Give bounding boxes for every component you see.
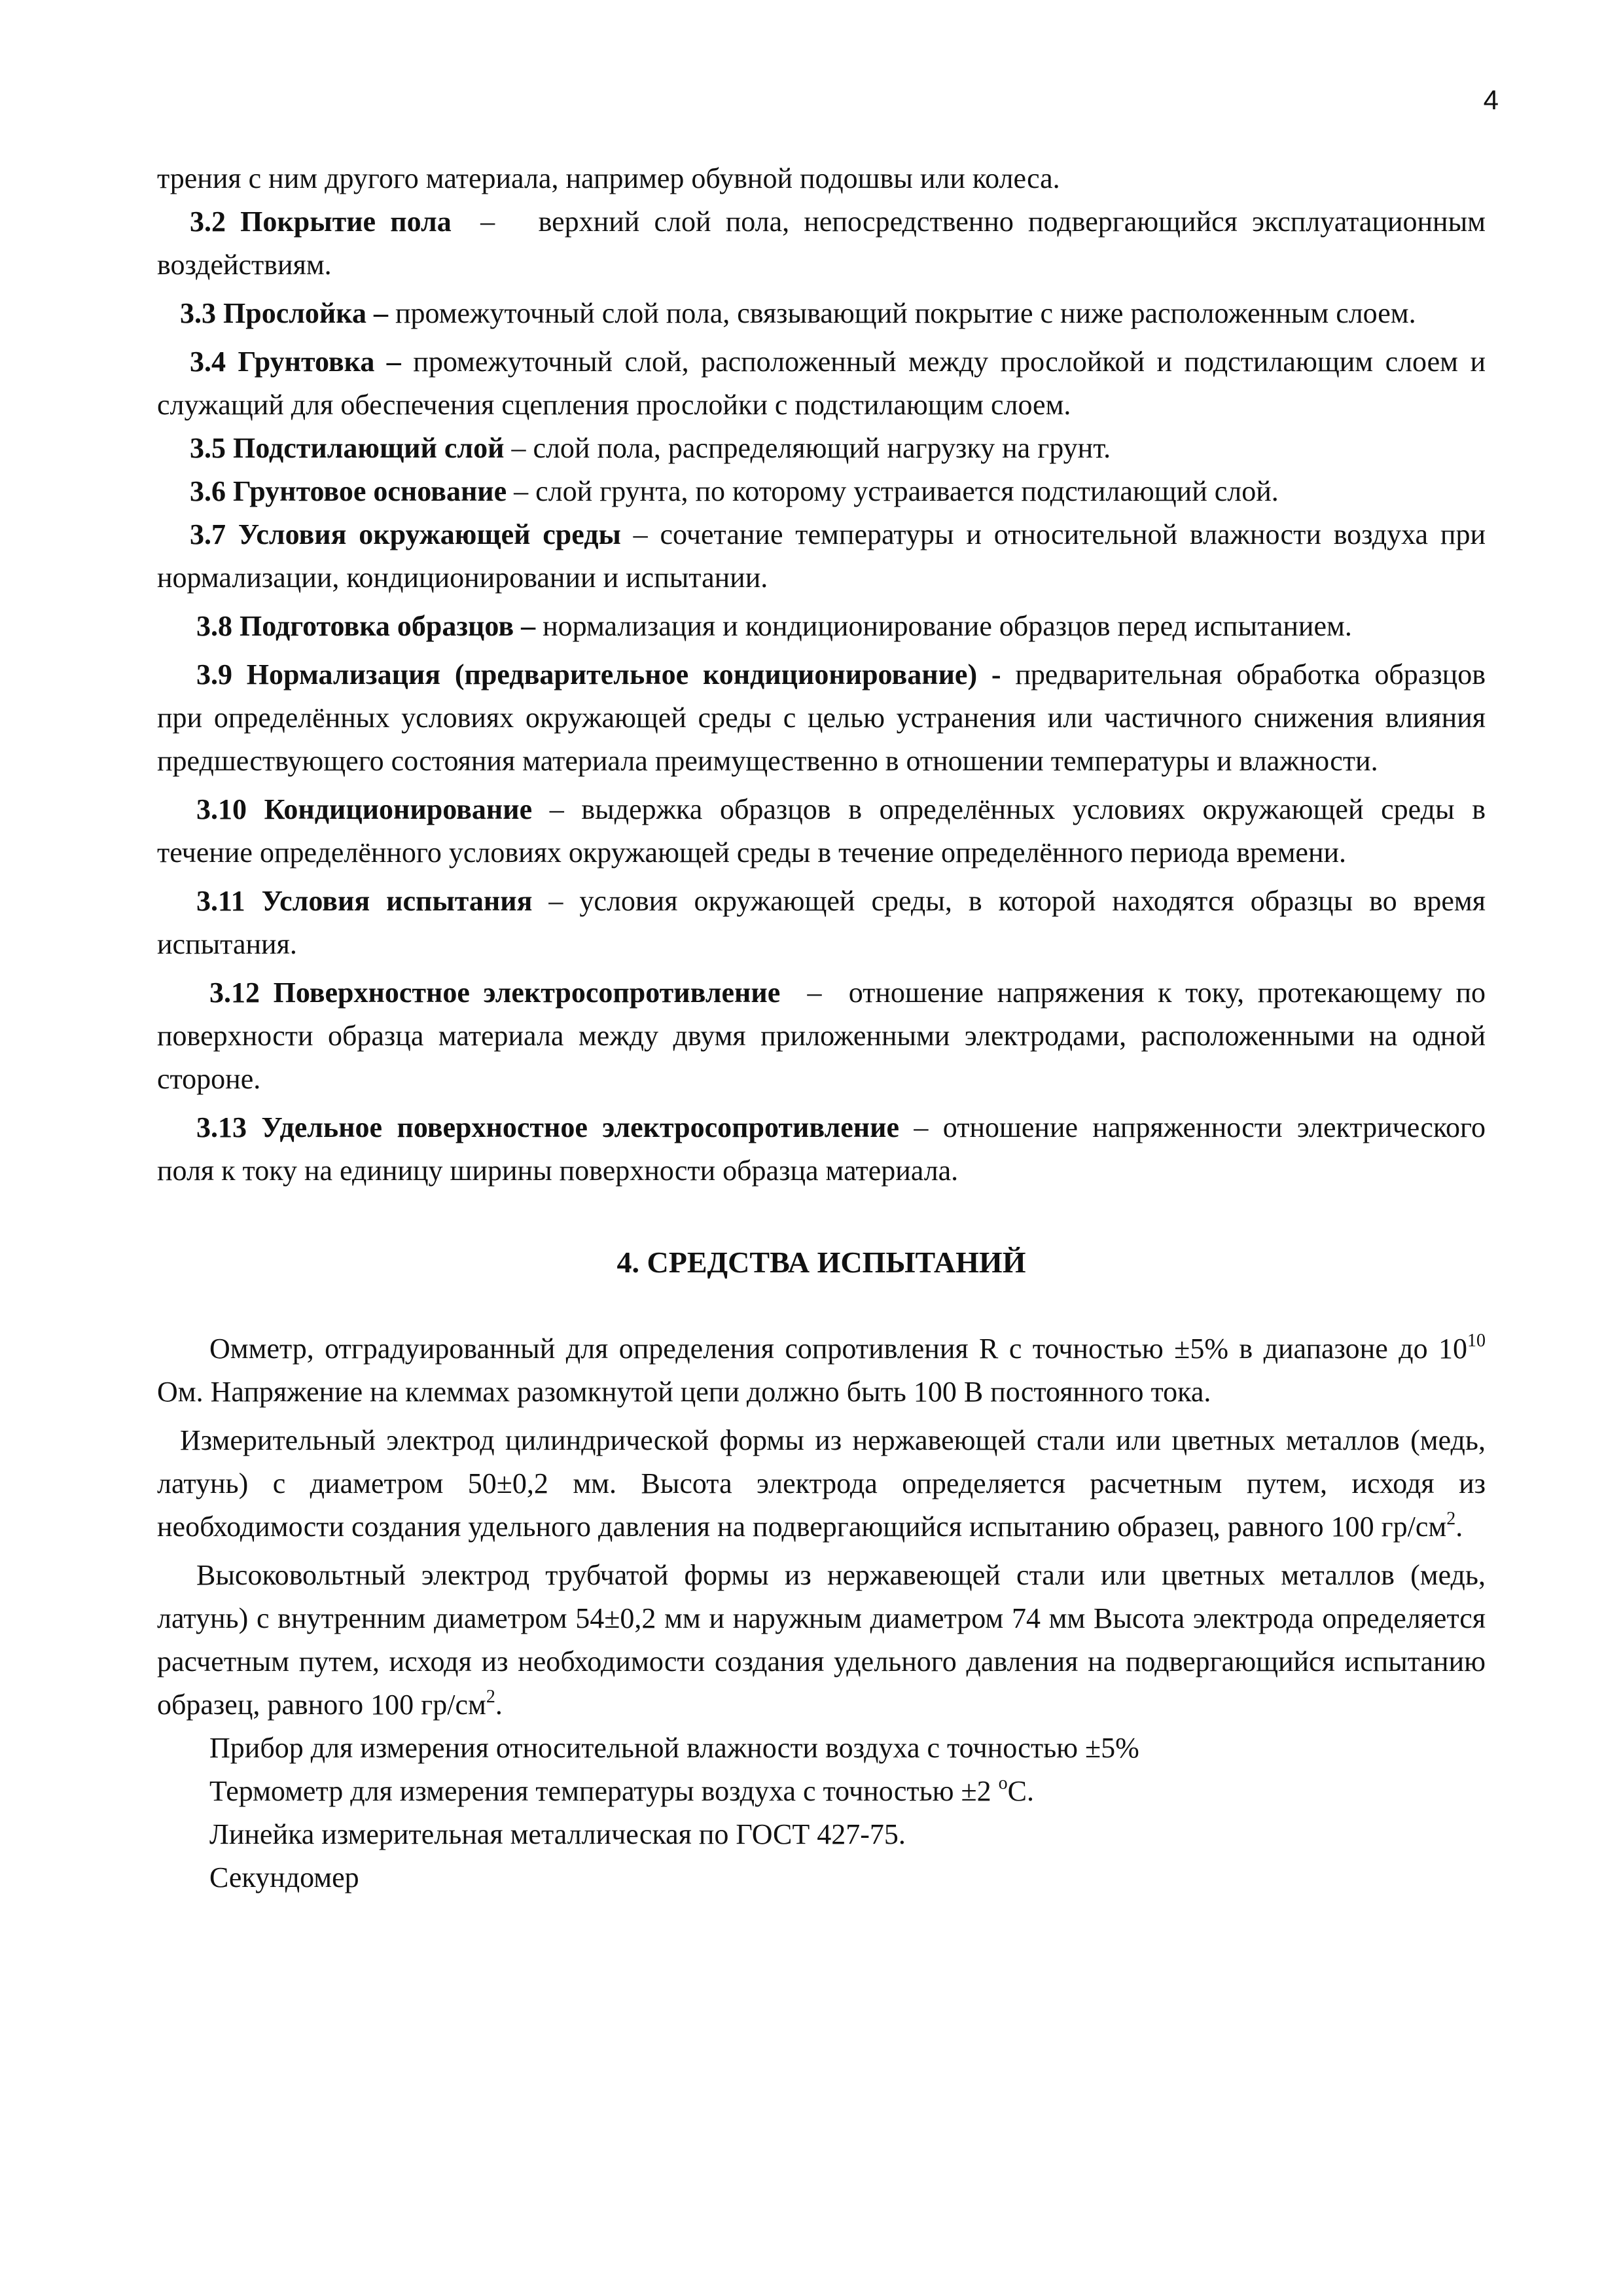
page-number: 4: [1483, 84, 1499, 115]
definition-term: 3.3 Прослойка –: [180, 297, 388, 329]
definition-text: отношение напряженности электрического поля к току на единицу ширины поверхности образца материала.: [157, 1111, 1486, 1187]
definition-term: 3.10 Кондиционирование: [196, 793, 533, 825]
definition-text: сочетание температуры и относительной влажности воздуха при нормализации, кондиционировании и испытании.: [157, 518, 1486, 594]
definition-text: нормализация и кондиционирование образцов перед испытанием.: [543, 610, 1352, 642]
definition-3-2: 3.2 Покрытие пола – верхний слой пола, непосредственно подвергающийся эксплуатационным воздействиям.: [157, 206, 1486, 281]
definition-text: условия окружающей среды, в которой находятся образцы во время испытания.: [157, 885, 1486, 960]
definition-term: 3.13 Удельное поверхностное электросопротивление: [196, 1111, 900, 1143]
intro-line: трения с ним другого материала, например обувной подошвы или колеса.: [157, 162, 1060, 194]
ruler-line: Линейка измерительная металлическая по ГОСТ 427-75.: [209, 1818, 906, 1850]
measuring-electrode-paragraph: Измерительный электрод цилиндрической формы из нержавеющей стали или цветных металлов (медь, латунь) с диаметром 50±0,2 мм. Высота электрода определяется расчетным путем, исходя из необходимости создания удельного давления на подвергающийся испытанию образец, равного 100 $гр/см^2$.: [157, 1424, 1486, 1543]
definition-text: слой грунта, по которому устраивается подстилающий слой.: [535, 475, 1279, 507]
definition-3-4: [157, 340, 1486, 427]
definition-text: слой пола, распределяющий нагрузку на грунт.: [533, 432, 1111, 464]
thermometer-line: Термометр для измерения температуры воздуха с точностью ±2 $^o$С.: [209, 1773, 1035, 1807]
definition-term: 3.11 Условия испытания: [196, 885, 533, 917]
definition-3-13: 3.13 Удельное поверхностное электросопротивление – отношение напряженности электрического поля к току на единицу ширины поверхности образца материала.: [157, 1111, 1486, 1187]
definition-3-11: 3.11 Условия испытания – условия окружающей среды, в которой находятся образцы во время испытания.: [157, 885, 1486, 960]
definition-term: 3.4 Грунтовка –: [190, 346, 401, 378]
definition-text: отношение напряжения к току, протекающему по поверхности образца материала между двумя приложенными электродами, расположенными на одной стороне.: [157, 977, 1486, 1095]
section-heading: 4. СРЕДСТВА ИСПЫТАНИЙ: [616, 1246, 1026, 1279]
definition-text: промежуточный слой пола, связывающий покрытие с ниже расположенным слоем.: [395, 297, 1416, 329]
definition-3-9: [157, 653, 1486, 783]
definition-text: верхний слой пола, непосредственно подвергающийся эксплуатационным воздействиям.: [157, 206, 1486, 281]
definition-text: промежуточный слой, расположенный между прослойкой и подстилающим слоем и служащий для обеспечения сцепления прослойки с подстилающим слоем.: [157, 346, 1486, 421]
definition-3-10: 3.10 Кондиционирование – выдержка образцов в определённых условиях окружающей среды в течение определённого условиях окружающей среды в течение определённого периода времени.: [157, 793, 1486, 869]
definition-term: 3.6 Грунтовое основание: [190, 475, 507, 507]
definition-text: предварительная обработка образцов при определённых условиях окружающей среды с целью устранения или частичного снижения влияния предшествующего состояния материала преимущественно в отношении температуры и влажности.: [157, 658, 1486, 777]
definition-term: 3.2 Покрытие пола: [190, 206, 452, 238]
definition-term: 3.8 Подготовка образцов –: [196, 610, 536, 642]
definition-3-7: 3.7 Условия окружающей среды – сочетание температуры и относительной влажности воздуха при нормализации, кондиционировании и испытании.: [157, 518, 1486, 594]
definition-3-6: 3.6 Грунтовое основание – слой грунта, по которому устраивается подстилающий слой.: [190, 475, 1279, 507]
hygrometer-line: Прибор для измерения относительной влажности воздуха с точностью ±5%: [209, 1732, 1139, 1764]
definition-3-12: 3.12 Поверхностное электросопротивление – отношение напряжения к току, протекающему по поверхности образца материала между двумя приложенными электродами, расположенными на одной стороне.: [157, 977, 1486, 1095]
stopwatch-line: Секундомер: [209, 1861, 359, 1893]
ohmmeter-paragraph: Омметр, отградуированный для определения сопротивления R с точностью ±5% в диапазоне до $10^{10}$ Ом. Напряжение на клеммах разомкнутой цепи должно быть 100 В постоянного тока.: [157, 1331, 1486, 1408]
document-body: [157, 157, 1486, 1899]
definition-term: 3.9 Нормализация (предварительное кондиционирование) -: [196, 658, 1001, 691]
definition-3-5: 3.5 Подстилающий слой – слой пола, распределяющий нагрузку на грунт.: [190, 432, 1111, 464]
definition-term: 3.12 Поверхностное электросопротивление: [209, 977, 781, 1009]
hv-electrode-paragraph: Высоковольтный электрод трубчатой формы из нержавеющей стали или цветных металлов (медь, латунь) с внутренним диаметром 54±0,2 мм и наружным диаметром 74 мм Высота электрода определяется расчетным путем, исходя из необходимости создания удельного давления на подвергающийся испытанию образец, равного 100 $гр/см^2$.: [157, 1559, 1486, 1721]
definition-term: 3.7 Условия окружающей среды: [190, 518, 621, 550]
definition-3-8: [157, 605, 1486, 648]
definition-term: 3.5 Подстилающий слой: [190, 432, 505, 464]
definition-3-3: [157, 292, 1486, 335]
definition-text: выдержка образцов в определённых условиях окружающей среды в течение определённого условиях окружающей среды в течение определённого периода времени.: [157, 793, 1486, 869]
